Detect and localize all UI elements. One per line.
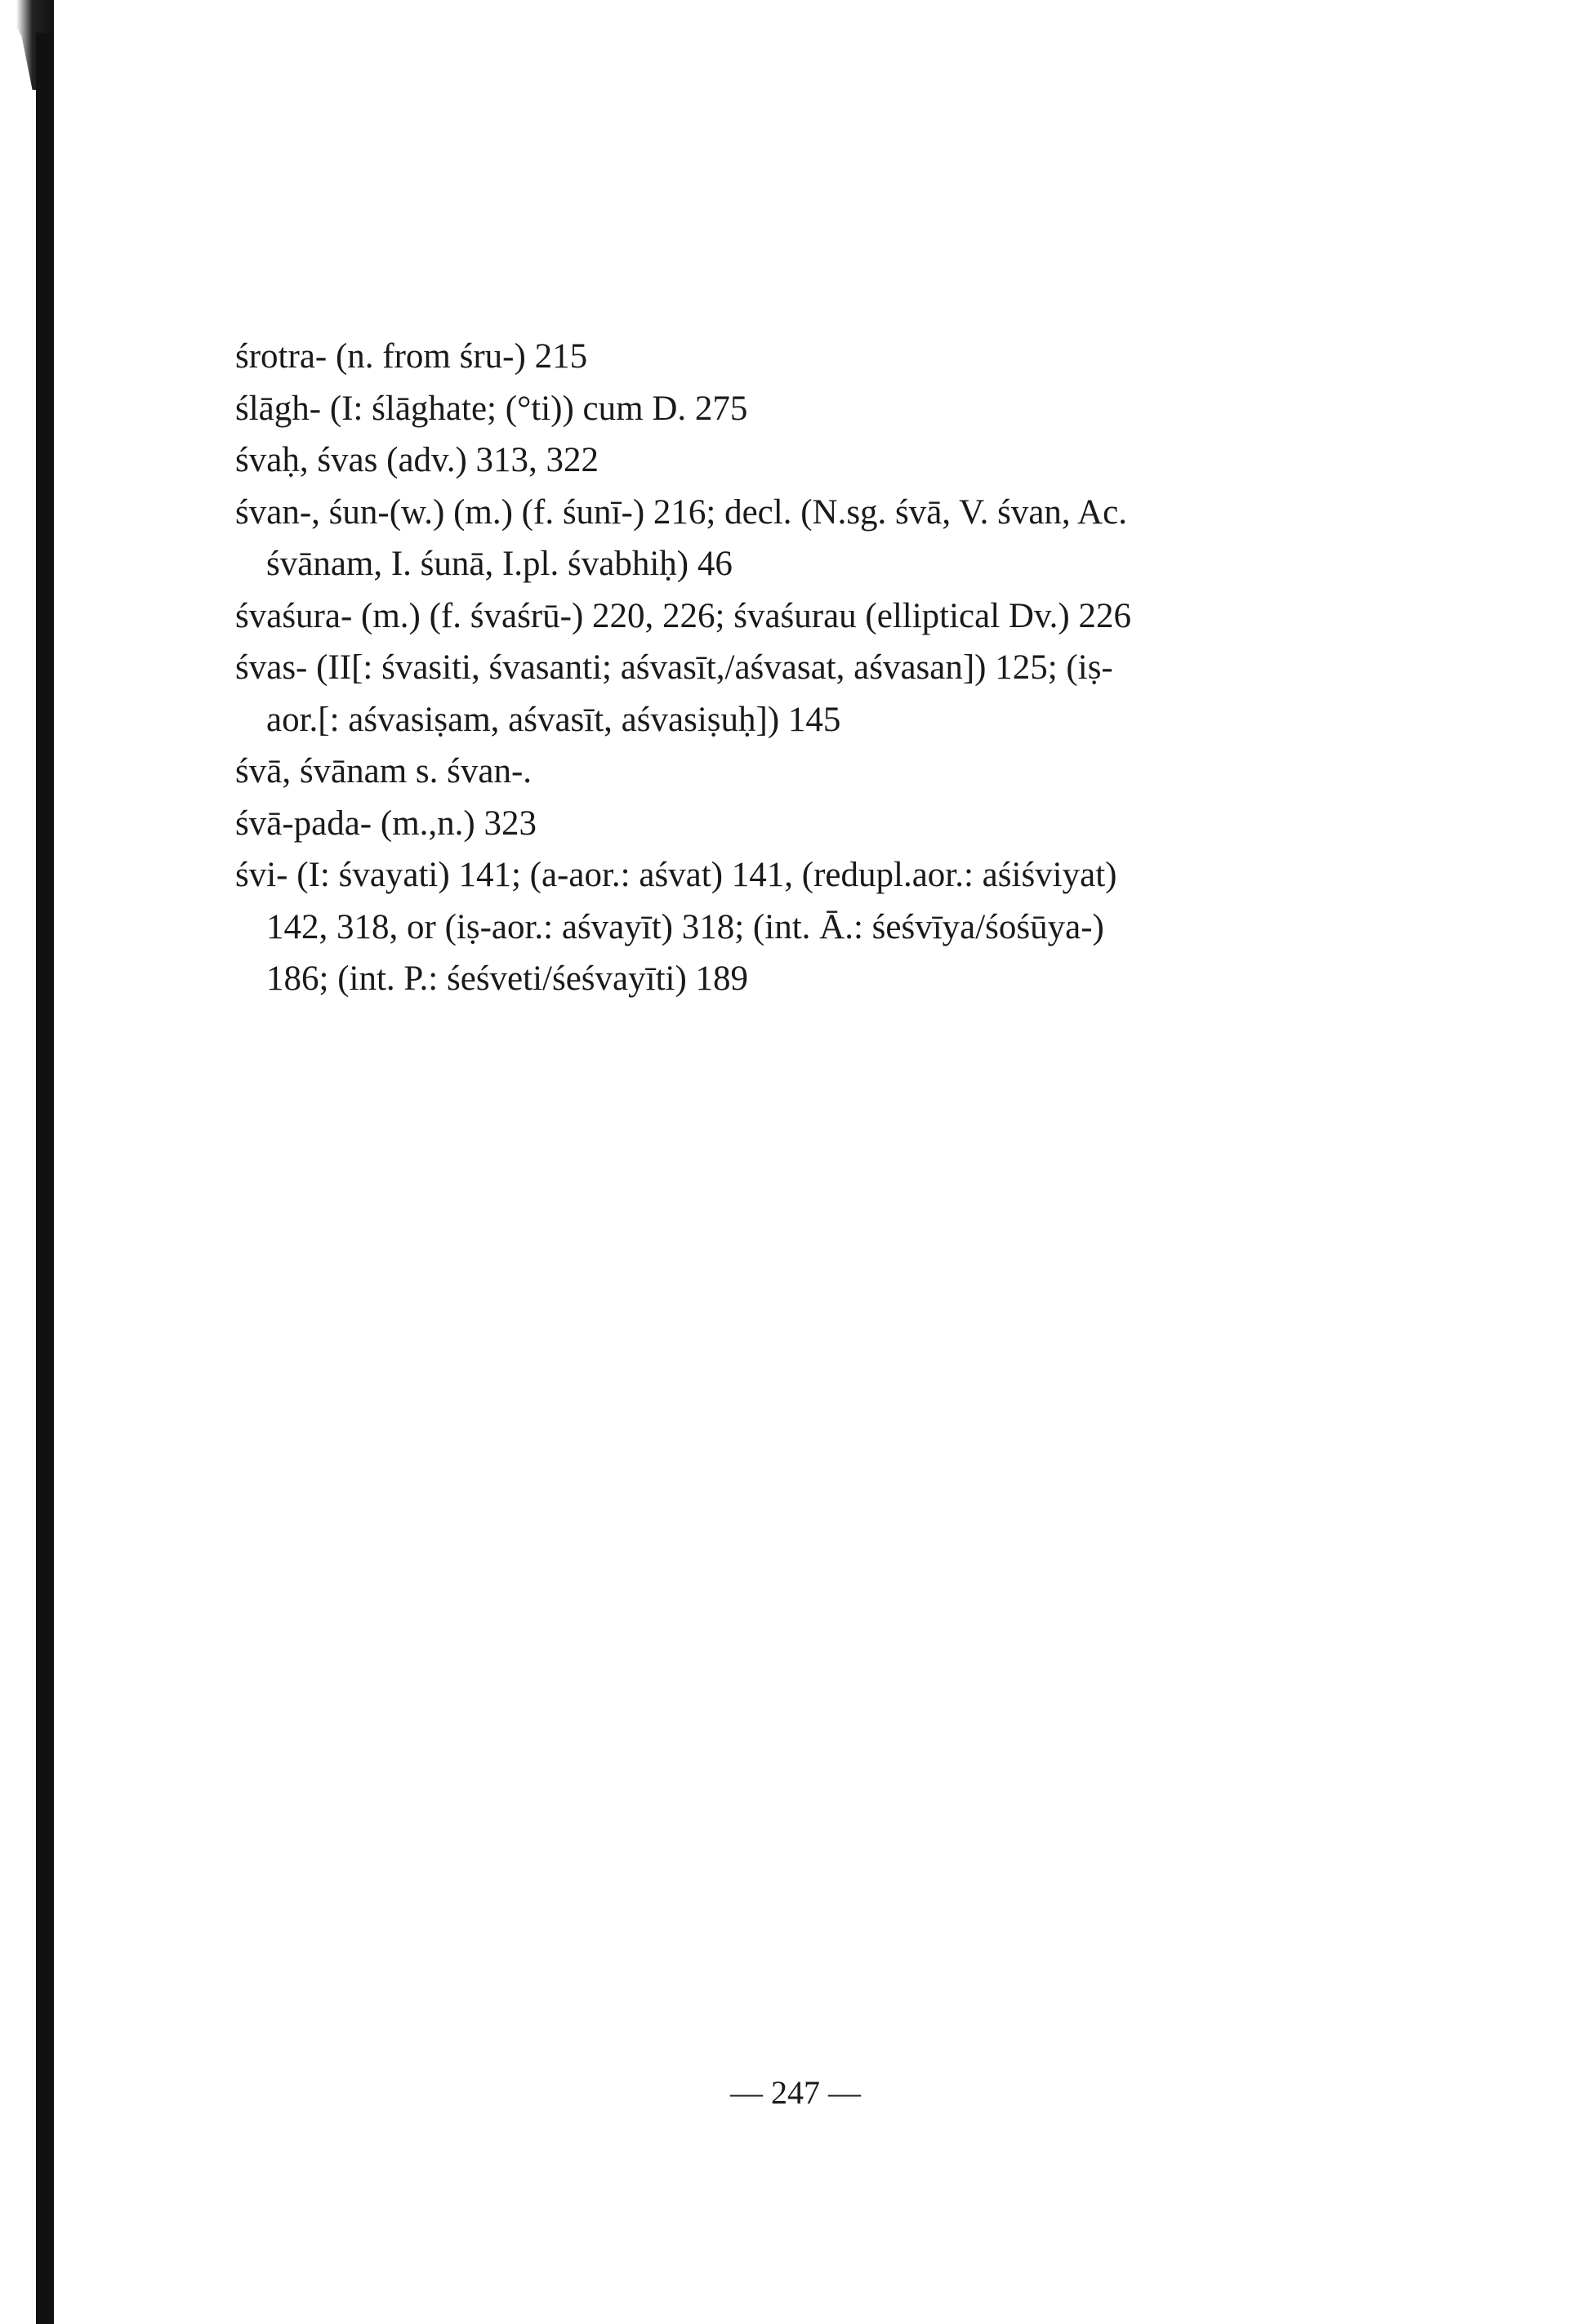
index-entry: śvan-, śun-(w.) (m.) (f. śunī-) 216; decl. (N.sg. śvā, V. śvan, Ac.	[235, 492, 1127, 532]
index-entry-continuation: 186; (int. P.: śeśveti/śeśvayīti) 189	[266, 959, 749, 998]
index-entry: śvi- (I: śvayati) 141; (a-aor.: aśvat) 141, (redupl.aor.: aśiśviyat)	[235, 856, 1117, 894]
index-entry-continuation: śvānam, I. śunā, I.pl. śvabhiḥ) 46	[266, 545, 733, 583]
index-entries	[235, 331, 1379, 1005]
scan-binding-edge	[36, 33, 54, 2324]
index-entry: śvaśura- (m.) (f. śvaśrū-) 220, 226; śvaśurau (elliptical Dv.) 226	[235, 596, 1132, 635]
index-entry-continuation: 142, 318, or (iṣ-aor.: aśvayīt) 318; (int. Ā.: śeśvīya/śośūya-)	[266, 907, 1104, 946]
index-entry: śvā-pada- (m.,n.) 323	[235, 804, 537, 843]
page-number: — 247 —	[730, 2074, 861, 2111]
index-entry: śvas- (II[: śvasiti, śvasanti; aśvasīt,/aśvasat, aśvasan]) 125; (iṣ-	[235, 648, 1113, 687]
index-entry: śvaḥ, śvas (adv.) 313, 322	[235, 441, 599, 479]
index-entry: ślāgh- (I: ślāghate; (°ti)) cum D. 275	[235, 389, 748, 428]
index-entry: śvā, śvānam s. śvan-.	[235, 752, 533, 790]
index-entry: śrotra- (n. from śru-) 215	[235, 337, 588, 376]
index-entry-continuation: aor.[: aśvasiṣam, aśvasīt, aśvasiṣuḥ]) 145	[266, 700, 841, 739]
